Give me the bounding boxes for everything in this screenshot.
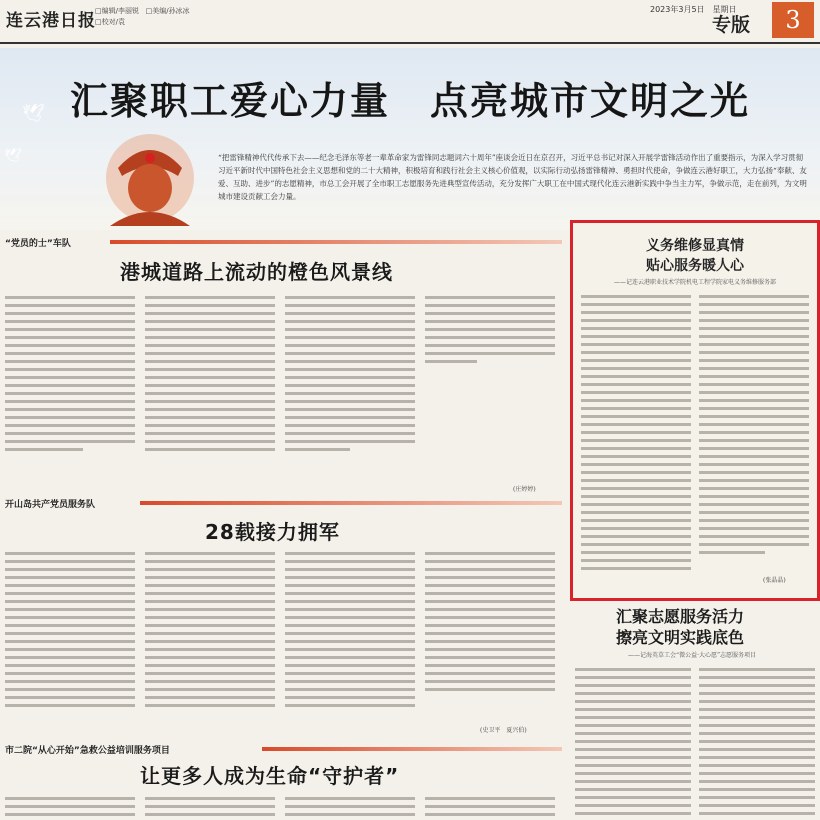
article4-title-line2: 擦亮文明实践底色 — [616, 628, 745, 647]
article1-column — [5, 296, 135, 456]
boxed-byline: (张晶晶) — [763, 577, 786, 584]
article3-column — [5, 797, 135, 817]
boxed-title-line1: 义务维修显真情 — [646, 238, 744, 254]
section-divider — [140, 501, 562, 505]
article4-column — [575, 668, 691, 818]
article1-title: 港城道路上流动的橙色风景线 — [120, 260, 393, 284]
article3-tag: 市二院“从心开始”急救公益培训服务项目 — [5, 746, 170, 756]
editor-credits — [95, 6, 190, 28]
lei-feng-portrait-icon — [90, 128, 210, 226]
boxed-body — [581, 295, 809, 575]
highlighted-article — [570, 220, 820, 601]
article1-body — [5, 296, 555, 491]
section-divider — [262, 747, 562, 751]
article3-title: 让更多人成为生命“守护者” — [140, 764, 400, 788]
article2-column — [5, 552, 135, 712]
article3-column — [285, 797, 415, 817]
boxed-column — [581, 295, 691, 575]
proofreader-credit: □校对/袁 — [95, 18, 125, 26]
dove-icon: 🕊 — [4, 148, 22, 164]
article4-title-line1: 汇聚志愿服务活力 — [616, 607, 745, 626]
article4-subtitle: ——记海英草工会“微公益·大心愿”志愿服务项目 — [628, 652, 757, 659]
dove-icon: 🕊 — [22, 103, 45, 124]
article2-tag: 开山岛共产党员服务队 — [5, 500, 96, 510]
article1-column — [145, 296, 275, 456]
article2-byline: (史卫平 夏兴伯) — [480, 727, 527, 734]
boxed-title-line2: 贴心服务暖人心 — [646, 258, 744, 274]
article1-column — [285, 296, 415, 456]
section-divider — [110, 240, 562, 244]
section-name: 专版 — [712, 14, 751, 36]
article2-column — [145, 552, 275, 712]
article2-body — [5, 552, 555, 732]
newspaper-logo: 连云港日报 — [6, 11, 96, 31]
banner-intro: “把雷锋精神代代传承下去——纪念毛泽东等老一辈革命家为雷锋同志题词六十周年”座谈会近日在京召开，习近平总书记对深入开展学雷锋活动作出了重要指示，为深入学习贯彻习近平新时代中国特色社会主义思想和党的二十大精神，积极培育和践行社会主义核心价值观，以实际行动弘扬雷锋精神、勇担时代使命，争做连云港好职工，大力弘扬“奉献、友爱、互助、进步”的志愿精神，市总工会开展了全市职工志愿服务先进典型宣传活动，充分发挥广大职工在中国式现代化连云港新实践中争当主力军，争做示范，走在前列，为文明城市建设贡献工会力量。 — [218, 153, 807, 201]
article1-column — [425, 296, 555, 456]
banner — [0, 48, 820, 230]
editor-credit: □编辑/李丽锐 — [95, 7, 139, 15]
designer-credit: □美编/孙冰冰 — [145, 7, 190, 15]
article3-column — [145, 797, 275, 817]
article1-byline: (庄婷婷) — [513, 486, 536, 493]
article2-title: 28载接力拥军 — [205, 520, 340, 544]
article3-column — [425, 797, 555, 817]
masthead — [0, 0, 820, 44]
issue-date: 2023年3月5日 星期日 — [650, 5, 737, 14]
article2-column — [425, 552, 555, 712]
boxed-subtitle: ——记连云港职业技术学院机电工程学院家电义务维修服务部 — [613, 279, 776, 286]
article4-column — [699, 668, 815, 818]
page-number: 3 — [772, 2, 814, 38]
article2-column — [285, 552, 415, 712]
article3-body — [5, 797, 555, 817]
article4-body — [575, 668, 815, 818]
banner-headline: 汇聚职工爱心力量 点亮城市文明之光 — [70, 79, 751, 123]
article1-tag: “党员的士”车队 — [5, 239, 71, 249]
boxed-column — [699, 295, 809, 575]
